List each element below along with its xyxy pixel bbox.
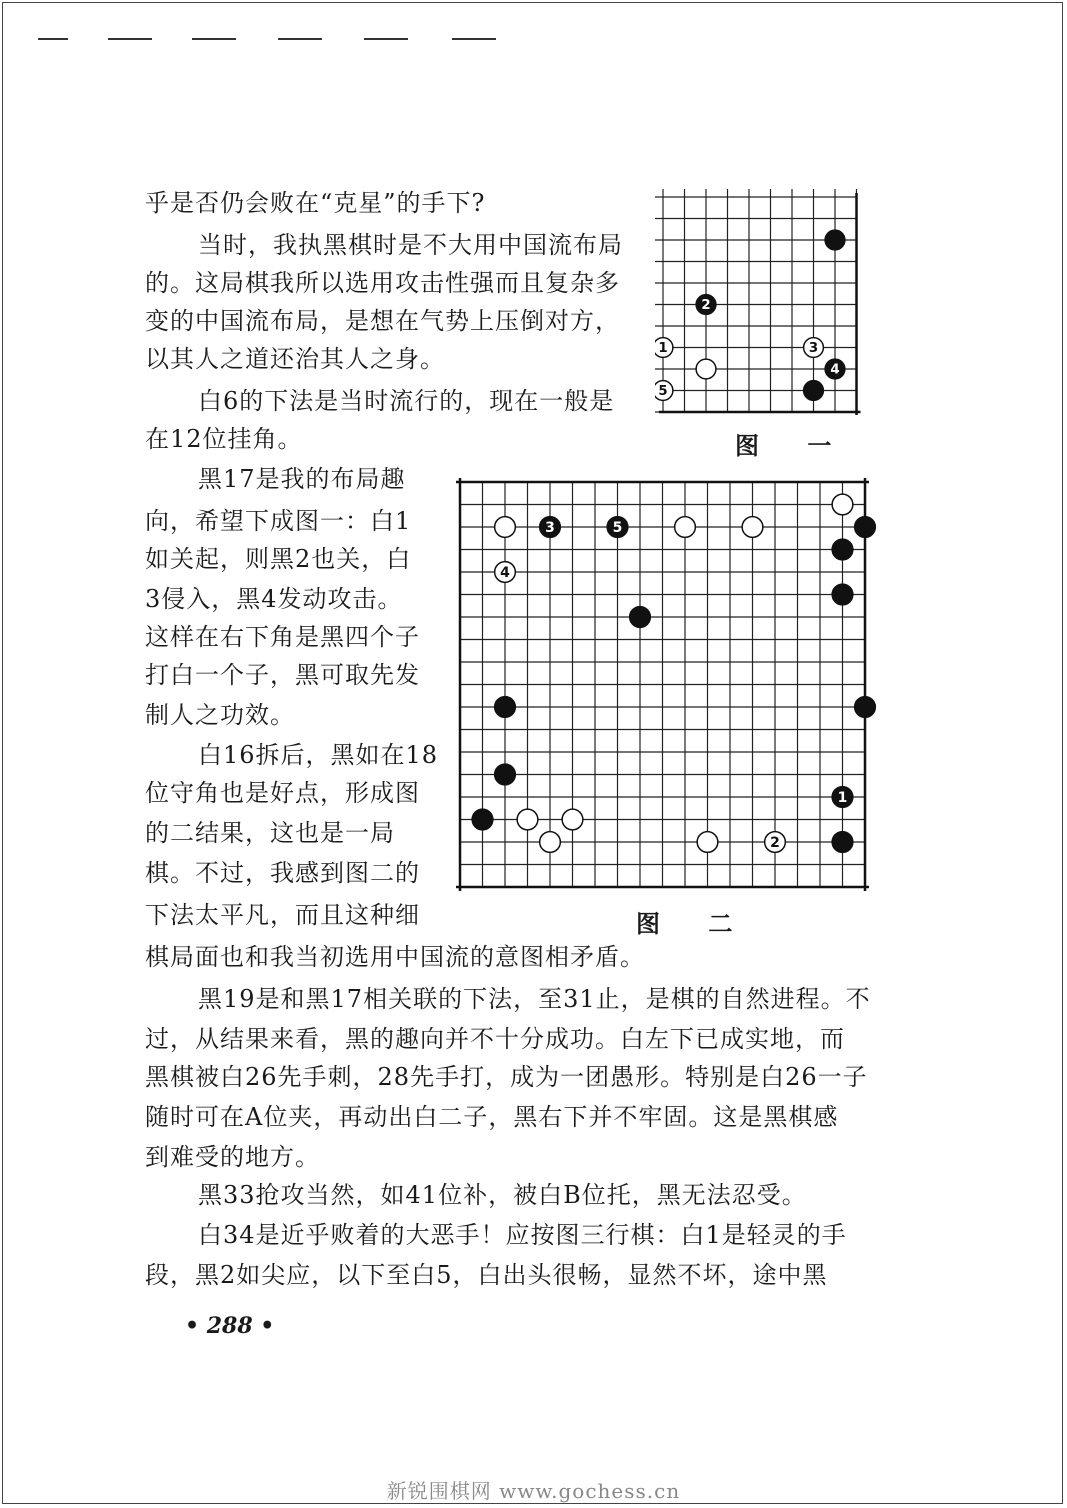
text-line: 过，从结果来看，黑的趣向并不十分成功。白左下已成实地，而	[145, 1025, 845, 1053]
text-line: 段，黑2如尖应，以下至白5，白出头很畅，显然不坏，途中黑	[145, 1261, 828, 1289]
black-stone	[855, 517, 876, 538]
text-line: 的二结果，这也是一局	[145, 819, 395, 847]
text-line: 制人之功效。	[145, 701, 295, 729]
header-rule	[192, 38, 236, 40]
text-line: 黑17是我的布局趣	[198, 465, 406, 493]
black-stone	[630, 607, 651, 628]
text-line: 白16拆后，黑如在18	[198, 741, 439, 769]
white-stone	[495, 517, 516, 538]
page-number: • 288 •	[185, 1313, 275, 1339]
white-stone	[697, 832, 718, 853]
stone-label: 1	[658, 341, 668, 357]
black-stone	[855, 697, 876, 718]
text-line: 黑33抢攻当然，如41位补，被白B位托，黑无法忍受。	[198, 1181, 807, 1209]
black-stone	[832, 539, 853, 560]
white-stone	[832, 494, 853, 515]
text-line: 白6的下法是当时流行的，现在一般是	[198, 387, 615, 415]
text-line: 在12位挂角。	[145, 425, 303, 453]
text-line: 如关起，则黑2也关，白	[145, 545, 412, 573]
stone-label: 5	[658, 384, 668, 400]
text-line: 变的中国流布局，是想在气势上压倒对方，	[145, 307, 620, 335]
figure-1-caption: 图 一	[735, 431, 852, 460]
text-line: 以其人之道还治其人之身。	[145, 345, 445, 373]
text-line: 当时，我执黑棋时是不大用中国流布局	[198, 231, 623, 259]
header-rule	[364, 38, 408, 40]
stone-label: 2	[770, 834, 780, 851]
white-stone	[675, 517, 696, 538]
text-line: 的。这局棋我所以选用攻击性强而且复杂多	[145, 269, 620, 297]
black-stone	[472, 809, 493, 830]
text-line: 乎是否仍会败在“克星”的手下?	[145, 189, 486, 217]
header-rule	[278, 38, 322, 40]
text-line: 这样在右下角是黑四个子	[145, 623, 420, 651]
figure-2-caption: 图 二	[636, 909, 753, 938]
header-rule	[108, 38, 152, 40]
text-line: 棋。不过，我感到图二的	[145, 859, 420, 887]
text-line: 位守角也是好点，形成图	[145, 779, 420, 807]
text-line: 下法太平凡，而且这种细	[145, 901, 420, 929]
text-line: 棋局面也和我当初选用中国流的意图相矛盾。	[145, 943, 645, 971]
stone-label: 2	[701, 298, 711, 314]
stone-label: 1	[837, 789, 848, 806]
black-stone	[832, 584, 853, 605]
black-stone	[495, 764, 516, 785]
go-diagram-1	[655, 185, 885, 415]
black-stone	[804, 381, 824, 401]
white-stone	[517, 809, 538, 830]
text-line: 到难受的地方。	[145, 1143, 320, 1171]
black-stone	[832, 832, 853, 853]
footer-watermark: 新锐围棋网 www.gochess.cn	[386, 1479, 681, 1503]
white-stone	[540, 832, 561, 853]
go-diagram-2	[450, 472, 890, 896]
white-stone	[562, 809, 583, 830]
header-rule	[38, 38, 68, 40]
black-stone	[825, 230, 845, 250]
stone-label: 4	[500, 564, 510, 581]
stone-label: 3	[545, 519, 555, 536]
text-line: 向，希望下成图一：白1	[145, 507, 412, 535]
text-line: 3侵入，黑4发动攻击。	[145, 585, 403, 613]
white-stone	[696, 359, 716, 379]
text-line: 随时可在A位夹，再动出白二子，黑右下并不牢固。这是黑棋感	[145, 1103, 839, 1131]
text-line: 黑棋被白26先手刺，28先手打，成为一团愚形。特别是白26一子	[145, 1063, 868, 1091]
black-stone	[495, 697, 516, 718]
stone-label: 3	[808, 341, 819, 357]
stone-label: 5	[612, 519, 623, 536]
header-rule	[452, 38, 496, 40]
text-line: 黑19是和黑17相关联的下法，至31止，是棋的自然进程。不	[198, 985, 871, 1013]
white-stone	[742, 517, 763, 538]
stone-label: 4	[830, 362, 840, 378]
text-line: 白34是近乎败着的大恶手！应按图三行棋：白1是轻灵的手	[198, 1221, 847, 1249]
text-line: 打白一个子，黑可取先发	[145, 661, 420, 689]
